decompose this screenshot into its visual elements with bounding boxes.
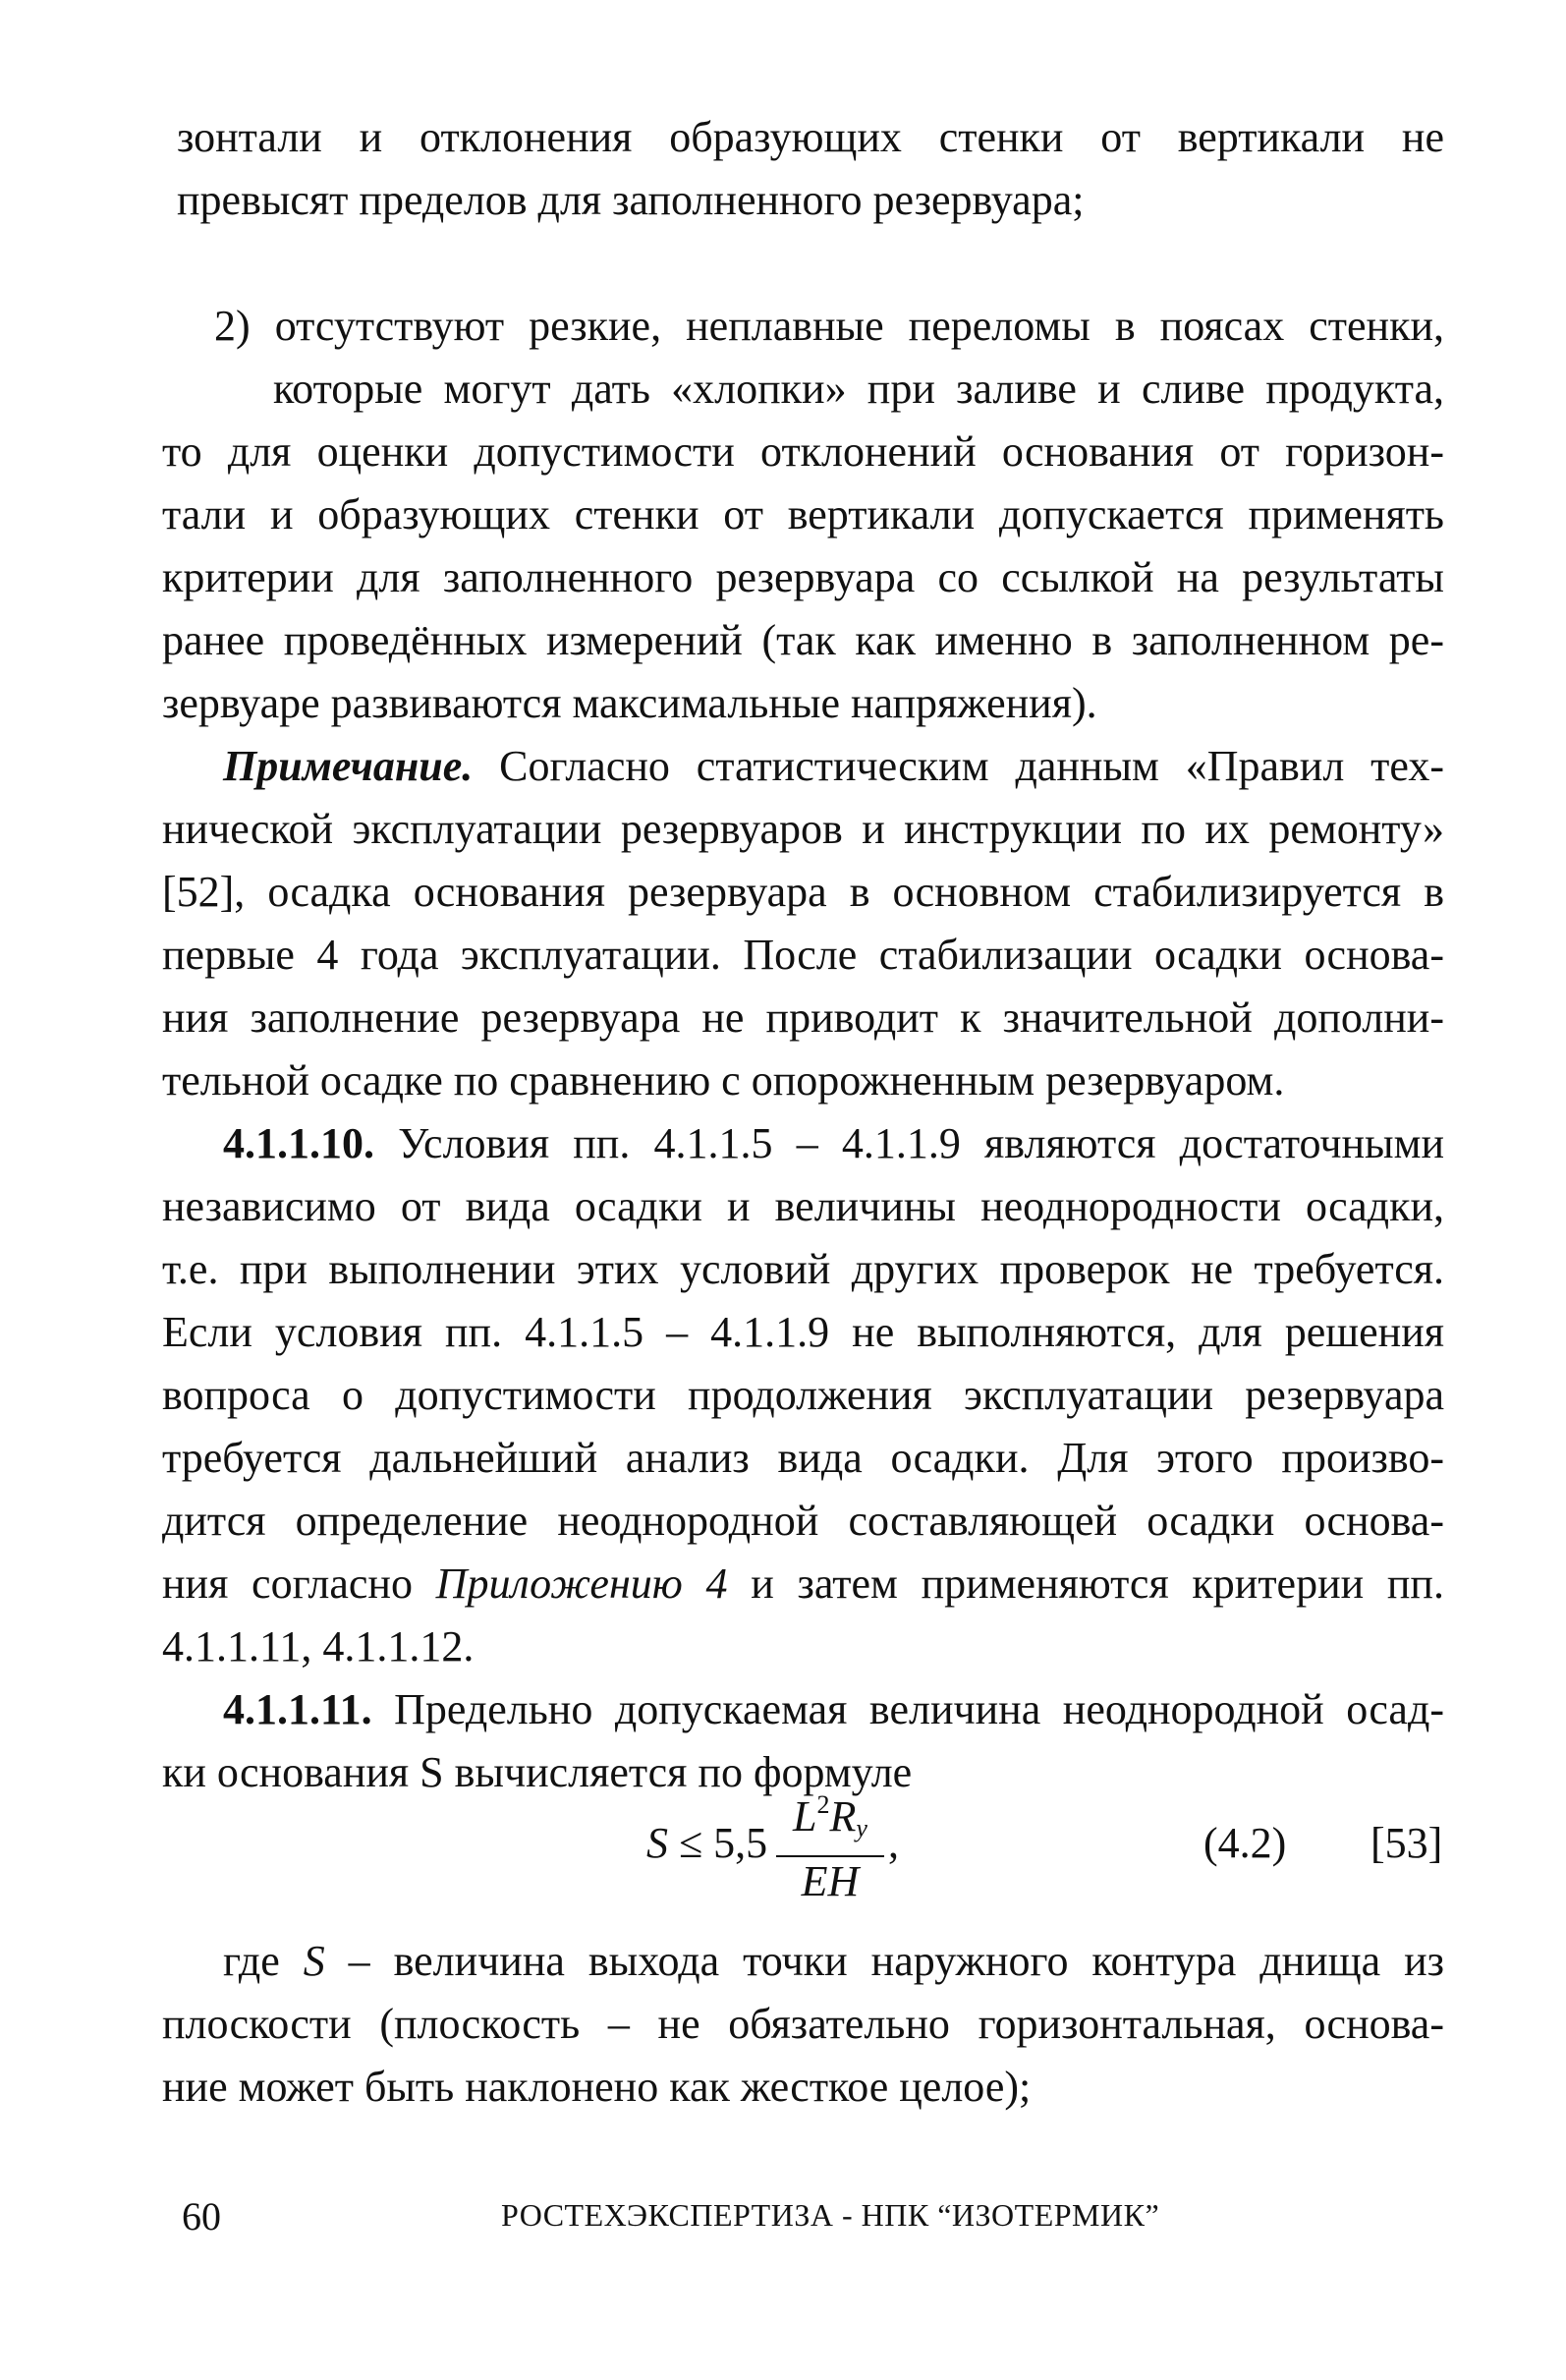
- section-number: 4.1.1.11.: [223, 1685, 372, 1733]
- text-line: нической эксплуатации резервуаров и инструкции по их ремонту»: [162, 805, 1444, 853]
- text-line: ки основания S вычисляется по формуле: [162, 1748, 913, 1796]
- conclusion-paragraph: [162, 421, 1444, 735]
- text-line: [162, 1112, 1444, 1175]
- text-line: тельной осадке по сравнению с опорожненным резервуаром.: [162, 1056, 1285, 1105]
- equation-number: (4.2): [1203, 1819, 1287, 1867]
- text-line: [162, 1930, 1444, 1993]
- formula-exponent: 2: [816, 1790, 830, 1819]
- text-line: зервуаре развиваются максимальные напряжения).: [162, 679, 1097, 727]
- text-line: критерии для заполненного резервуара со ссылкой на результаты: [162, 553, 1444, 601]
- where-clause: [162, 1930, 1444, 2119]
- intro-paragraph: [177, 106, 1444, 232]
- formula-comma: ,: [888, 1819, 899, 1867]
- note-label: Примечание.: [223, 742, 474, 790]
- text-line: вопроса о допустимости продолжения эксплуатации резервуара: [162, 1371, 1444, 1419]
- list-item-2-cont: [273, 358, 1444, 421]
- appendix-link-text: Приложению 4: [435, 1559, 728, 1608]
- text-fragment: ния согласно: [162, 1559, 436, 1608]
- text-fragment: где: [223, 1937, 304, 1985]
- text-line: зонтали и отклонения образующих стенки от вертикали не: [177, 113, 1444, 161]
- text-line: то для оценки допустимости отклонений основания от горизон-: [162, 427, 1444, 476]
- formula-variable: L: [793, 1792, 817, 1841]
- fraction-denominator: EH: [801, 1857, 860, 1905]
- text-line: требуется дальнейший анализ вида осадки. Для этого произво-: [162, 1434, 1444, 1482]
- section-text: Условия пп. 4.1.1.5 – 4.1.1.9 являются достаточными: [374, 1119, 1444, 1167]
- note-paragraph: [162, 735, 1444, 1112]
- text-line: [162, 735, 1444, 798]
- text-line: 2) отсутствуют резкие, неплавные переломы в поясах стенки,: [214, 302, 1444, 350]
- text-line: дится определение неоднородной составляющей осадки основа-: [162, 1497, 1444, 1545]
- formula-fraction: [776, 1781, 884, 1906]
- section-number: 4.1.1.10.: [223, 1119, 374, 1167]
- section-4-1-1-10: [162, 1112, 1444, 1678]
- formula-coefficient: ≤ 5,5: [668, 1819, 768, 1867]
- list-item-2: [214, 295, 1444, 358]
- text-line: т.е. при выполнении этих условий других проверок не требуется.: [162, 1245, 1444, 1293]
- text-line: 4.1.1.11, 4.1.1.12.: [162, 1622, 475, 1671]
- text-line: тали и образующих стенки от вертикали допускается применять: [162, 490, 1444, 538]
- page-number: 60: [182, 2194, 221, 2238]
- text-line: Если условия пп. 4.1.1.5 – 4.1.1.9 не выполняются, для решения: [162, 1308, 1444, 1356]
- formula-variable: R: [829, 1792, 857, 1841]
- text-line: первые 4 года эксплуатации. После стабилизации осадки основа-: [162, 931, 1444, 979]
- text-line: [52], осадка основания резервуара в основном стабилизируется в: [162, 868, 1444, 916]
- text-fragment: – величина выхода точки наружного контура днища из: [324, 1937, 1444, 1985]
- text-fragment: и затем применяются критерии пп.: [727, 1559, 1444, 1608]
- formula-subscript: y: [856, 1814, 867, 1842]
- publisher-name: РОСТЕХЭКСПЕРТИЗА - НПК “ИЗОТЕРМИК”: [501, 2197, 1160, 2233]
- text-line: ранее проведённых измерений (так как именно в заполненном ре-: [162, 616, 1444, 664]
- text-line: плоскости (плоскость – не обязательно горизонтальная, основа-: [162, 2000, 1444, 2048]
- section-text: Предельно допускаемая величина неоднородной осад-: [371, 1685, 1444, 1733]
- formula-lhs: [646, 1818, 767, 1868]
- formula-4-2: [0, 1781, 1566, 1928]
- text-line: которые могут дать «хлопки» при заливе и сливе продукта,: [273, 365, 1444, 413]
- text-line: ния заполнение резервуара не приводит к значительной дополни-: [162, 993, 1444, 1042]
- fraction-numerator: [776, 1781, 884, 1853]
- reference-number: [53]: [1370, 1819, 1443, 1867]
- formula-variable: S: [646, 1819, 668, 1867]
- formula-variable: S: [303, 1937, 325, 1985]
- text-line: превысят пределов для заполненного резервуара;: [177, 176, 1085, 224]
- text-line: [162, 1678, 1444, 1741]
- text-line: ние может быть наклонено как жесткое целое);: [162, 2063, 1032, 2111]
- note-text: Согласно статистическим данным «Правил тех-: [473, 742, 1444, 790]
- text-line: [162, 1553, 1444, 1615]
- text-line: независимо от вида осадки и величины неоднородности осадки,: [162, 1182, 1444, 1230]
